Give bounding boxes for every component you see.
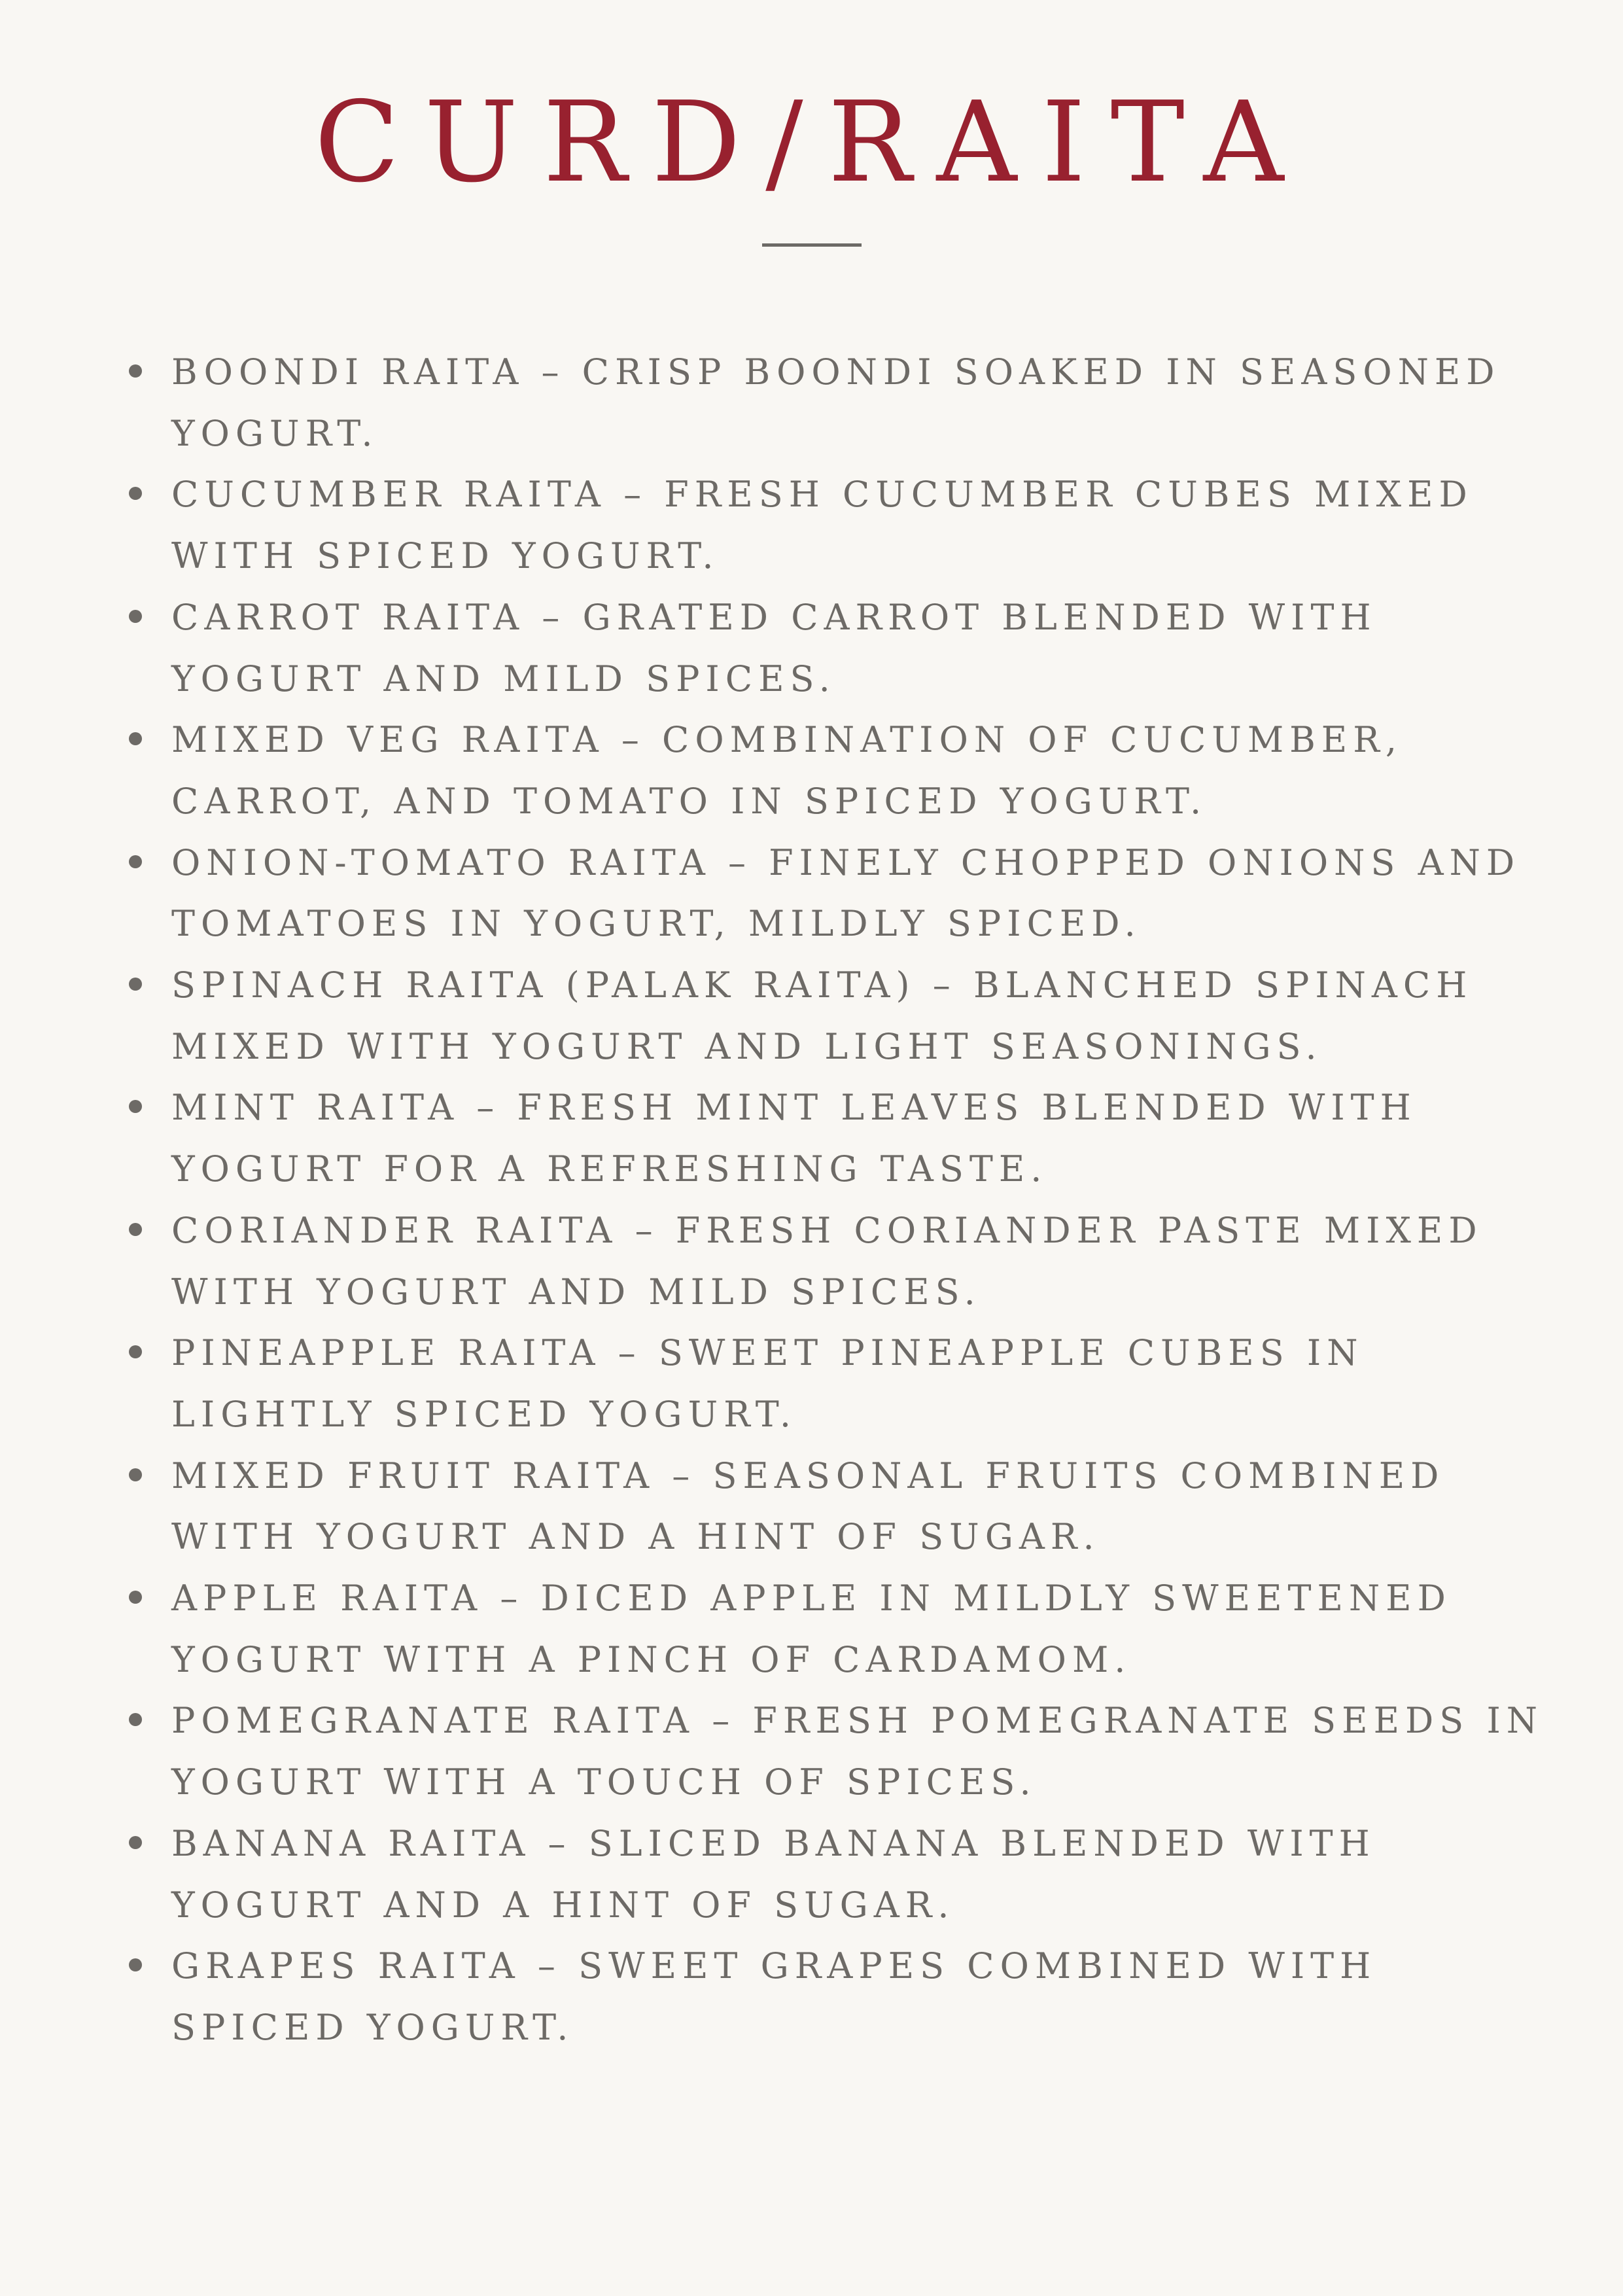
menu-item-cucumber-raita <box>0 464 1545 586</box>
menu-item-grapes-raita <box>0 1935 1545 2058</box>
bullet-icon <box>129 1958 142 1971</box>
menu-item-carrot-raita <box>0 587 1545 709</box>
menu-item-text: MIXED VEG RAITA – COMBINATION OF CUCUMBER, CARROT, AND TOMATO IN SPICED YOGURT. <box>171 719 1403 822</box>
menu-item-mixed-veg-raita <box>0 709 1545 832</box>
menu-item-text: BANANA RAITA – SLICED BANANA BLENDED WITH YOGURT AND A HINT OF SUGAR. <box>171 1822 1376 1926</box>
menu-item-mint-raita <box>0 1077 1545 1199</box>
bullet-icon <box>129 364 142 378</box>
menu-item-text: CARROT RAITA – GRATED CARROT BLENDED WITH YOGURT AND MILD SPICES. <box>171 596 1377 699</box>
bullet-icon <box>129 1836 142 1849</box>
bullet-icon <box>129 855 142 868</box>
title-divider <box>762 243 862 247</box>
menu-item-text: PINEAPPLE RAITA – SWEET PINEAPPLE CUBES IN LIGHTLY SPICED YOGURT. <box>171 1332 1364 1435</box>
menu-item-spinach-raita <box>0 955 1545 1077</box>
page-title: CURD/RAITA <box>314 78 1309 207</box>
menu-item-text: CUCUMBER RAITA – FRESH CUCUMBER CUBES MIXED WITH SPICED YOGURT. <box>171 474 1473 577</box>
menu-item-pomegranate-raita <box>0 1690 1545 1812</box>
menu-item-text: MINT RAITA – FRESH MINT LEAVES BLENDED WITH YOGURT FOR A REFRESHING TASTE. <box>171 1087 1417 1190</box>
menu-item-onion-tomato-raita <box>0 832 1545 955</box>
menu-item-text: BOONDI RAITA – CRISP BOONDI SOAKED IN SEASONED YOGURT. <box>171 351 1501 454</box>
menu-item-banana-raita <box>0 1813 1545 1935</box>
menu-item-text: SPINACH RAITA (PALAK RAITA) – BLANCHED SPINACH MIXED WITH YOGURT AND LIGHT SEASONINGS. <box>171 964 1473 1067</box>
bullet-icon <box>129 1345 142 1358</box>
bullet-icon <box>129 1713 142 1726</box>
menu-item-text: POMEGRANATE RAITA – FRESH POMEGRANATE SEEDS IN YOGURT WITH A TOUCH OF SPICES. <box>171 1700 1544 1803</box>
menu-item-boondi-raita <box>0 342 1545 464</box>
bullet-icon <box>129 1223 142 1236</box>
bullet-icon <box>129 732 142 745</box>
bullet-icon <box>129 1468 142 1481</box>
bullet-icon <box>129 1591 142 1604</box>
menu-item-text: GRAPES RAITA – SWEET GRAPES COMBINED WITH SPICED YOGURT. <box>171 1945 1377 2048</box>
menu-item-pineapple-raita <box>0 1322 1545 1445</box>
bullet-icon <box>129 487 142 500</box>
bullet-icon <box>129 1100 142 1113</box>
menu-item-text: ONION-TOMATO RAITA – FINELY CHOPPED ONIONS AND TOMATOES IN YOGURT, MILDLY SPICED. <box>171 841 1521 945</box>
bullet-icon <box>129 978 142 991</box>
menu-item-apple-raita <box>0 1568 1545 1690</box>
raita-menu-list <box>0 342 1545 2058</box>
menu-item-mixed-fruit-raita <box>0 1445 1545 1568</box>
menu-item-text: MIXED FRUIT RAITA – SEASONAL FRUITS COMBINED WITH YOGURT AND A HINT OF SUGAR. <box>171 1455 1445 1558</box>
bullet-icon <box>129 610 142 623</box>
menu-item-text: CORIANDER RAITA – FRESH CORIANDER PASTE MIXED WITH YOGURT AND MILD SPICES. <box>171 1209 1483 1313</box>
menu-item-text: APPLE RAITA – DICED APPLE IN MILDLY SWEETENED YOGURT WITH A PINCH OF CARDAMOM. <box>171 1578 1452 1680</box>
menu-item-coriander-raita <box>0 1200 1545 1322</box>
